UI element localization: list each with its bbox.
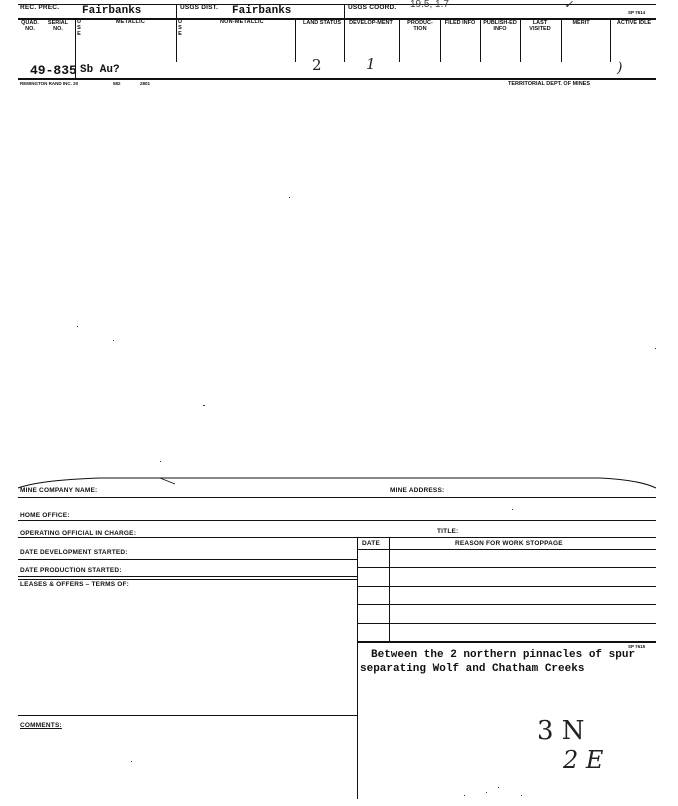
- date-development-started-label: DATE DEVELOPMENT STARTED:: [20, 549, 128, 556]
- printer-credit: REMINGTON RAND INC. 20: [20, 81, 79, 86]
- usgs-dist-value: Fairbanks: [232, 5, 292, 17]
- scan-speck: [486, 792, 487, 793]
- check-mark: ✓: [564, 0, 574, 11]
- scan-speck: [289, 197, 290, 198]
- reason-column-header: REASON FOR WORK STOPPAGE: [455, 540, 563, 547]
- development-value: 1: [366, 55, 376, 73]
- mine-address-label: MINE ADDRESS:: [390, 487, 445, 494]
- printer-code-1: 582: [113, 81, 121, 86]
- col-land-status: LAND STATUS: [303, 20, 341, 26]
- col-use-letters: U S E: [77, 19, 81, 37]
- col-published-info: PUBLISH-ED INFO: [483, 20, 517, 32]
- col-quad-no: QUAD. NO.: [21, 20, 39, 32]
- territorial-dept: TERRITORIAL DEPT. OF MINES: [508, 81, 590, 87]
- location-note-line1: Between the 2 northern pinnacles of spur: [371, 649, 636, 661]
- township-handwriting: 3 N: [537, 716, 585, 746]
- scan-speck: [131, 761, 132, 762]
- leases-offers-label: LEASES & OFFERS – TERMS OF:: [20, 581, 130, 588]
- scan-speck: [113, 340, 114, 341]
- range-handwriting: 2 E: [563, 746, 604, 774]
- col-filed-info: FILED INFO: [444, 20, 476, 26]
- usgs-coord-label: USGS COORD.: [348, 4, 397, 11]
- scan-speck: [464, 795, 465, 796]
- usgs-dist-label: USGS DIST.: [180, 4, 219, 11]
- date-production-started-label: DATE PRODUCTION STARTED:: [20, 567, 122, 574]
- scan-speck: [512, 509, 513, 510]
- form-number: SP 7614: [628, 10, 646, 15]
- card-top-edge: [0, 474, 678, 494]
- scan-speck: [521, 795, 522, 796]
- title-label: TITLE:: [437, 528, 459, 535]
- date-column-header: DATE: [362, 540, 381, 547]
- land-status-value: 2: [312, 56, 322, 74]
- col-last-visited: LAST VISITED: [529, 20, 551, 32]
- home-office-label: HOME OFFICE:: [20, 512, 70, 519]
- mine-company-name-label: MINE COMPANY NAME:: [20, 487, 98, 494]
- metallic-value: Sb Au?: [80, 64, 120, 76]
- scan-speck: [655, 348, 656, 349]
- scan-speck: [77, 326, 78, 327]
- rec-prec-value: Fairbanks: [82, 5, 142, 17]
- scan-speck: [498, 787, 499, 788]
- col-metallic: METALLIC: [116, 19, 145, 25]
- col-serial-no: SERIAL NO.: [47, 20, 69, 32]
- location-note-line2: separating Wolf and Chatham Creeks: [360, 663, 585, 675]
- rec-prec-label: REC. PREC.: [20, 4, 60, 11]
- col-development: DEVELOP-MENT: [349, 20, 393, 26]
- usgs-coord-value: 19.5, 1.7: [410, 0, 449, 10]
- col-active-idle: ACTIVE IDLE: [616, 20, 652, 26]
- col-production: PRODUC-TION: [407, 20, 433, 32]
- col-merit: MERIT: [572, 20, 590, 26]
- form-number-2: SP 7615: [628, 644, 646, 649]
- col-non-metallic: NON-METALLIC: [220, 19, 264, 25]
- scan-speck: [203, 405, 205, 406]
- operating-official-label: OPERATING OFFICIAL IN CHARGE:: [20, 530, 137, 537]
- quad-serial-value: 49-835: [30, 63, 77, 78]
- active-idle-mark: ): [617, 60, 623, 76]
- comments-label: COMMENTS:: [20, 722, 62, 729]
- printer-code-2: 2801: [140, 81, 151, 86]
- col-use-letters-2: U S E: [178, 19, 182, 37]
- scan-speck: [160, 461, 161, 462]
